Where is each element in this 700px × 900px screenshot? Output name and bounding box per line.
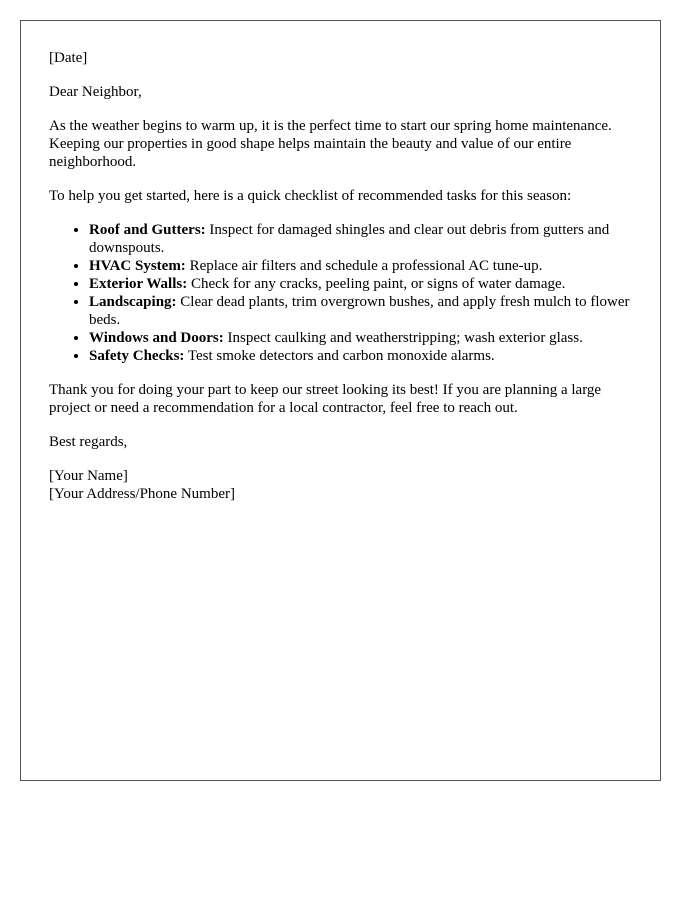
task-text: Check for any cracks, peeling paint, or signs of water damage. xyxy=(187,276,566,292)
list-item xyxy=(89,347,632,365)
task-text: Inspect caulking and weatherstripping; wash exterior glass. xyxy=(223,330,583,346)
task-title: Safety Checks: xyxy=(89,348,185,364)
task-text: Test smoke detectors and carbon monoxide alarms. xyxy=(184,348,495,364)
signature-name: [Your Name] xyxy=(49,468,128,484)
letter xyxy=(20,20,661,781)
list-item xyxy=(89,275,632,293)
date: [Date] xyxy=(49,50,88,66)
signoff: Best regards, xyxy=(49,434,128,450)
task-text: Clear dead plants, trim overgrown bushes, and apply fresh mulch to flower beds. xyxy=(89,294,630,328)
task-text: Replace air filters and schedule a professional AC tune-up. xyxy=(185,258,543,274)
salutation: Dear Neighbor, xyxy=(49,84,142,100)
list-item xyxy=(89,293,632,329)
list-item xyxy=(89,257,632,275)
task-title: Exterior Walls: xyxy=(89,276,188,292)
list-item xyxy=(89,329,632,347)
list-item xyxy=(89,221,632,257)
intro-paragraph: As the weather begins to warm up, it is the perfect time to start our spring home maintenance. Keeping our properties in good shape helps maintain the beauty and value of our entire neighborhood. xyxy=(49,118,612,170)
checklist-intro: To help you get started, here is a quick checklist of recommended tasks for this season: xyxy=(49,188,572,204)
signature-contact: [Your Address/Phone Number] xyxy=(49,486,235,502)
task-title: Roof and Gutters: xyxy=(89,222,206,238)
task-text: Inspect for damaged shingles and clear out debris from gutters and downspouts. xyxy=(89,222,610,256)
task-title: Windows and Doors: xyxy=(89,330,224,346)
closing-paragraph: Thank you for doing your part to keep our street looking its best! If you are planning a large project or need a recommendation for a local contractor, feel free to reach out. xyxy=(49,382,602,416)
task-title: HVAC System: xyxy=(89,258,186,274)
task-title: Landscaping: xyxy=(89,294,177,310)
task-checklist xyxy=(49,221,632,365)
signature-block xyxy=(49,467,632,503)
